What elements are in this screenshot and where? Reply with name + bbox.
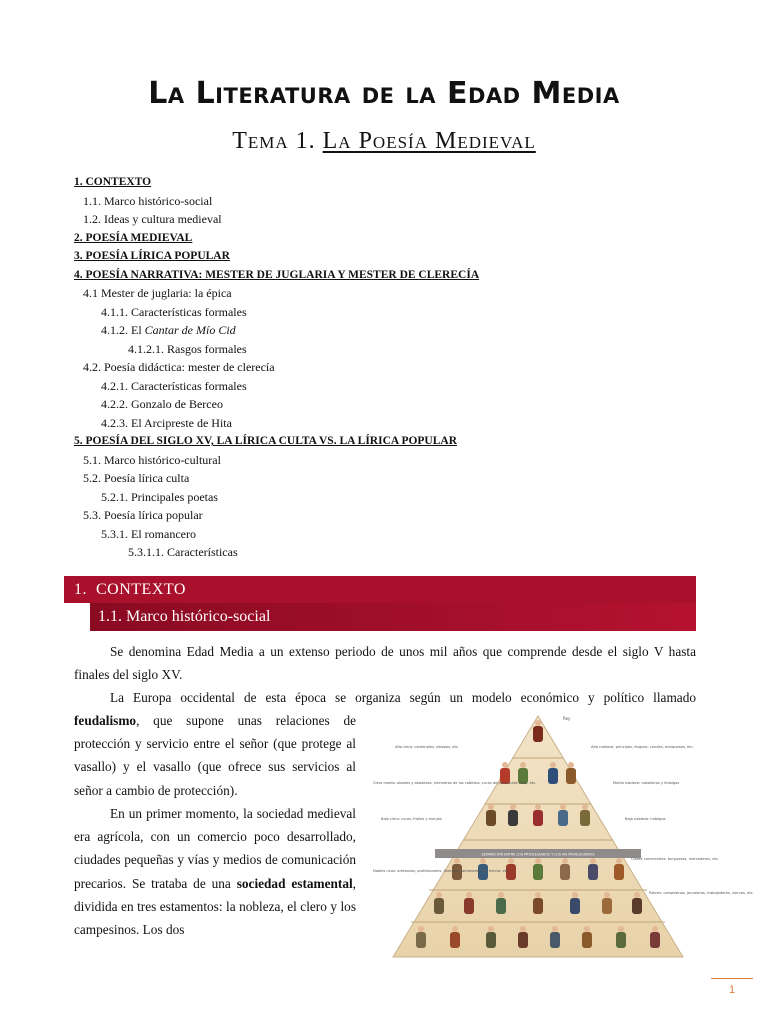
paragraph-3 (74, 802, 356, 941)
pyramid-label-right-2: Media nobleza: caballeros y hidalgos (613, 781, 680, 785)
toc-item (74, 173, 714, 192)
pyramid-label-left-1: Alto clero: cardenales, obispos, etc. (395, 745, 459, 749)
pyramid-label-left-4: Nobles ricos: artesanos, profesionales, liberales, labradores con tierras, etc. (373, 869, 510, 873)
toc-item (74, 358, 714, 377)
toc-item (74, 506, 714, 525)
toc-item (74, 229, 714, 248)
pyramid-label-right-4: Clases comerciales: burgueses, mercaderes, etc. (631, 857, 719, 861)
toc-item-text: 5.2.1. Principales poetas (101, 489, 218, 504)
toc-item (74, 303, 714, 322)
toc-item (74, 451, 714, 470)
pyramid-label-right-1: Alta nobleza: príncipes, duques, condes, marqueses, etc. (591, 745, 694, 749)
toc-item-text: 5.3. Poesía lírica popular (83, 508, 203, 522)
pyramid-shape (393, 716, 683, 957)
term-feudalismo: feudalismo (74, 713, 137, 728)
toc-item (74, 377, 714, 396)
toc-item (74, 284, 714, 303)
toc-item-text: 4.1.2.1. Rasgos formales (128, 341, 247, 356)
toc-item-text: 3. POESÍA LÍRICA POPULAR (74, 250, 230, 262)
paragraph-2-lead: La Europa occidental de esta época se organiza según un modelo económico y político llamado (110, 690, 696, 705)
section-title: CONTEXTO (96, 581, 186, 598)
subsection-title: 1.1. Marco histórico-social (98, 608, 271, 625)
pyramid-label-left-3: Bajo clero: curas, frailes y monjas (381, 817, 442, 821)
toc-item-text: 4.1 Mester de juglaria: la épica (83, 286, 232, 300)
toc-item (74, 414, 714, 433)
toc-item (74, 395, 714, 414)
paragraph-1: Se denomina Edad Media a un extenso periodo de unos mil años que comprende desde el siglo V hasta finales del siglo XV. (74, 644, 696, 683)
toc-item-text: 1.1. Marco histórico-social (83, 193, 213, 208)
toc-item-text: 5.3.1. El romancero (101, 526, 196, 541)
toc-item-text: 5.2. Poesía lírica culta (83, 471, 190, 485)
table-of-contents (74, 173, 714, 562)
pyramid-label-right-5: Pobres: campesinos, jornaleros, trabajadores, siervos, etc. (649, 891, 754, 895)
toc-item (74, 525, 714, 544)
pyramid-label-top: Rey (563, 716, 571, 721)
toc-item-text: 4.2.1. Características formales (101, 378, 247, 393)
toc-item (74, 321, 714, 340)
toc-item-text: 4.1.2. El (101, 323, 145, 337)
paragraph-3-lead: En un primer momento, la sociedad medieval era agrícola, con un comercio poco desarrollado, ciudades pequeñas y vías y medios de comunicación precarios. Se trataba de una (74, 806, 356, 891)
section-number: 1. (74, 581, 87, 598)
toc-item (74, 247, 714, 266)
subtitle-prefix: Tema 1. (232, 128, 323, 154)
pyramid-label-right-3: Baja nobleza: hidalgos (625, 817, 666, 821)
subsection-header (90, 603, 696, 631)
toc-item (74, 488, 714, 507)
toc-item (74, 210, 714, 229)
footer-rule (711, 978, 753, 979)
toc-item-text: 1. CONTEXTO (74, 176, 152, 188)
toc-item-text: 2. POESÍA MEDIEVAL (74, 231, 193, 244)
paragraph-2-rest: , que supone unas relaciones de protección y servicio entre el señor (que protege al vasallo) y el vasallo (que ofrece sus servicios al señor a cambio de protección). (74, 713, 356, 798)
pyramid-banner-text: SEPARACIÓN ENTRE LOS PRIVILEGIADOS Y LOS NO PRIVILEGIADOS (481, 852, 595, 857)
toc-item-text: 4.2.3. El Arcipreste de Hita (101, 415, 232, 430)
toc-item (74, 469, 714, 488)
toc-item-text: 5. POESÍA DEL SIGLO XV, LA LÍRICA CULTA VS. LA LÍRICA POPULAR (74, 435, 458, 447)
document-subtitle (0, 128, 768, 155)
toc-item (74, 192, 714, 211)
term-sociedad-estamental: sociedad estamental (236, 875, 353, 891)
toc-item-text: 5.1. Marco histórico-cultural (83, 452, 221, 467)
toc-item-text: 4. POESÍA NARRATIVA: MESTER DE JUGLARIA Y MESTER DE CLERECÍA (74, 268, 480, 281)
paragraph-3-rest: , dividida en tres estamentos: la nobleza, el clero y los campesinos. Los dos (74, 875, 356, 938)
toc-item (74, 543, 714, 562)
toc-item (74, 432, 714, 451)
toc-item-italic: Cantar de Mío Cid (144, 323, 236, 337)
document-title: La Literatura de la Edad Media (148, 76, 620, 111)
feudal-pyramid-illustration (373, 712, 754, 962)
toc-item (74, 266, 714, 285)
toc-item-text: 1.2. Ideas y cultura medieval (83, 212, 222, 226)
toc-item-text: 4.1.1. Características formales (101, 304, 247, 319)
page-number: 1 (728, 984, 736, 996)
section-header (64, 576, 696, 603)
toc-item-text: 4.2. Poesía didáctica: mester de clerecía (83, 360, 275, 374)
pyramid-label-left-2: Clero medio: abades y abadesas, miembros de los cabildos, curas de parroquias ricas, etc. (373, 781, 537, 785)
toc-item-text: 5.3.1.1. Características (128, 545, 238, 559)
subtitle-underlined: La Poesía Medieval (322, 128, 536, 154)
toc-item-text: 4.2.2. Gonzalo de Berceo (101, 397, 223, 411)
toc-item (74, 340, 714, 359)
paragraph-2-body (74, 709, 356, 802)
